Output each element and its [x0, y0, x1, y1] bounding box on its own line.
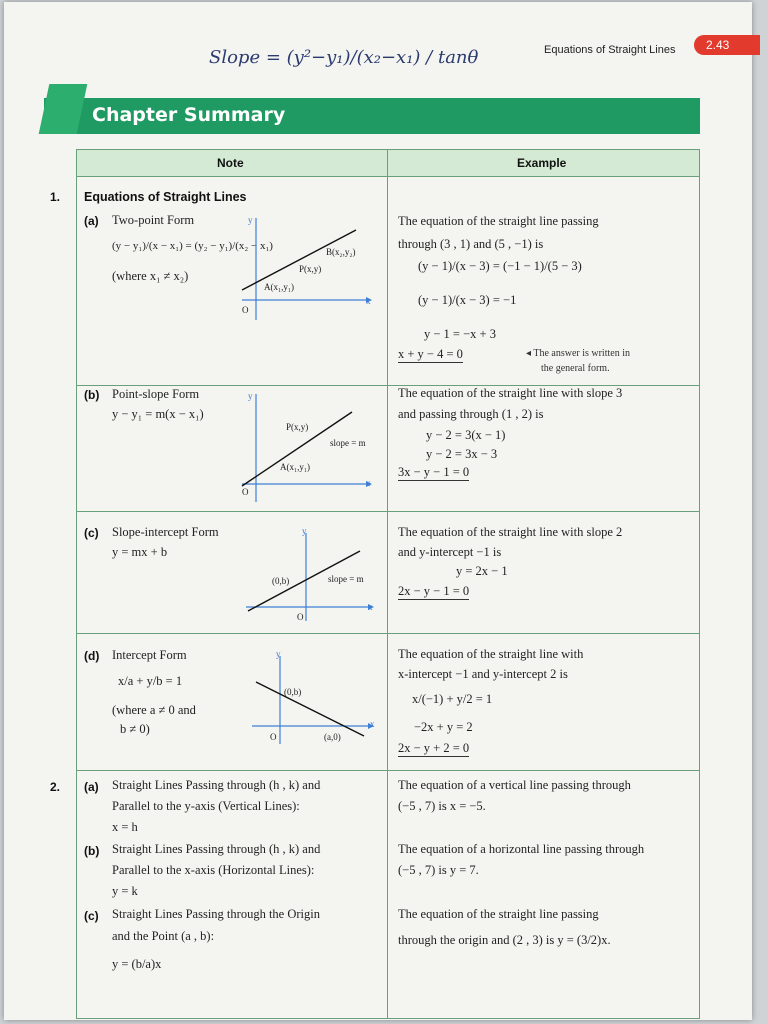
example-1c-line2: and y-intercept −1 is — [398, 545, 502, 559]
graph-1a-point-a: A(x₁,y₁) — [264, 282, 295, 292]
section-title-1: Equations of Straight Lines — [84, 190, 247, 204]
side-note-1a-line2: the general form. — [541, 363, 610, 374]
condition-1d-line1: (where a ≠ 0 and — [112, 703, 196, 717]
condition-1a: (where x₁ ≠ x₂) — [112, 269, 189, 283]
formula-1c: y = mx + b — [112, 545, 168, 559]
example-2c-line1: The equation of the straight line passing — [398, 907, 599, 921]
handwritten-note: Slope = (y²−y₁)/(x₂−x₁) / tanθ — [209, 47, 479, 68]
row-divider-c — [77, 633, 699, 634]
graph-1a-point-b: B(x₂,y₂) — [326, 247, 356, 257]
example-1c-answer: 2x − y − 1 = 0 — [398, 584, 470, 598]
formula-1d: x/a + y/b = 1 — [118, 674, 183, 688]
graph-1a-y-label: y — [248, 215, 253, 225]
graph-point-slope — [238, 390, 378, 506]
example-1c-step1: y = 2x − 1 — [456, 564, 508, 578]
text-2c-line1: Straight Lines Passing through the Origin — [112, 907, 320, 921]
graph-1a-point-p: P(x,y) — [299, 264, 322, 274]
row-divider-b — [77, 511, 699, 512]
graph-1b-point-a: A(x₁,y₁) — [280, 462, 311, 472]
graph-1b-x-label: x — [366, 478, 371, 488]
graph-1c-origin: O — [297, 612, 304, 622]
example-1c-line1: The equation of the straight line with slope 2 — [398, 525, 623, 539]
graph-1a-origin: O — [242, 305, 249, 315]
example-1b-line2: and passing through (1 , 2) is — [398, 407, 544, 421]
text-2c-line2: and the Point (a , b): — [112, 929, 215, 943]
example-1a-step1: (y − 1)/(x − 3) = (−1 − 1)/(5 − 3) — [418, 259, 582, 273]
example-1a-step2: (y − 1)/(x − 3) = −1 — [418, 293, 517, 307]
chapter-title: Chapter Summary — [92, 104, 286, 126]
graph-1b-point-p: P(x,y) — [286, 422, 309, 432]
condition-1d-line2: b ≠ 0) — [120, 722, 150, 736]
label-2c: (c) — [84, 909, 99, 923]
example-1d-line1: The equation of the straight line with — [398, 647, 584, 661]
graph-1d-y-label: y — [276, 649, 281, 659]
example-2a-line1: The equation of a vertical line passing through — [398, 778, 631, 792]
header-example: Example — [517, 156, 567, 170]
section-number-2: 2. — [50, 780, 61, 794]
section-number-1: 1. — [50, 190, 61, 204]
form-name-1b: Point-slope Form — [112, 387, 200, 401]
formula-1b: y − y₁ = m(x − x₁) — [112, 407, 204, 421]
example-1b-answer: 3x − y − 1 = 0 — [398, 465, 470, 479]
label-1b: (b) — [84, 388, 100, 402]
example-2b-line2: (−5 , 7) is y = 7. — [398, 863, 479, 877]
graph-1d-point-a: (a,0) — [324, 732, 341, 742]
graph-1c-y-label: y — [302, 526, 307, 536]
equation-2b: y = k — [112, 884, 138, 898]
graph-1b-slope: slope = m — [330, 438, 366, 448]
form-name-1d: Intercept Form — [112, 648, 187, 662]
example-1d-step1: x/(−1) + y/2 = 1 — [412, 692, 493, 706]
example-1a-step3: y − 1 = −x + 3 — [424, 327, 496, 341]
graph-intercept — [248, 652, 378, 748]
table-header — [77, 150, 699, 177]
textbook-page — [4, 2, 752, 1020]
example-1b-step2: y − 2 = 3x − 3 — [426, 447, 498, 461]
graph-1d-point-b: (0,b) — [284, 687, 302, 697]
text-2a-line2: Parallel to the y-axis (Vertical Lines): — [112, 799, 300, 813]
form-name-1c: Slope-intercept Form — [112, 525, 219, 539]
text-2b-line1: Straight Lines Passing through (h , k) and — [112, 842, 321, 856]
graph-1c-intercept: (0,b) — [272, 576, 290, 586]
example-1a-line1: The equation of the straight line passing — [398, 214, 599, 228]
text-2b-line2: Parallel to the x-axis (Horizontal Lines): — [112, 863, 315, 877]
example-1d-line2: x-intercept −1 and y-intercept 2 is — [398, 667, 568, 681]
example-1a-line2: through (3 , 1) and (5 , −1) is — [398, 237, 544, 251]
example-2c-line2: through the origin and (2 , 3) is y = (3/2)x. — [398, 933, 611, 947]
equation-2c: y = (b/a)x — [112, 957, 162, 971]
label-2b: (b) — [84, 844, 100, 858]
running-header: Equations of Straight Lines — [544, 44, 676, 56]
label-1d: (d) — [84, 649, 100, 663]
form-name-1a: Two-point Form — [112, 213, 195, 227]
graph-1b-y-label: y — [248, 391, 253, 401]
label-2a: (a) — [84, 780, 99, 794]
example-2a-line2: (−5 , 7) is x = −5. — [398, 799, 486, 813]
example-2b-line1: The equation of a horizontal line passing through — [398, 842, 645, 856]
example-1b-step1: y − 2 = 3(x − 1) — [426, 428, 506, 442]
column-divider — [387, 150, 388, 1018]
label-1a: (a) — [84, 214, 99, 228]
example-1d-answer: 2x − y + 2 = 0 — [398, 741, 470, 755]
graph-1b-origin: O — [242, 487, 249, 497]
graph-1c-slope: slope = m — [328, 574, 364, 584]
row-divider-d — [77, 770, 699, 771]
graph-1a-x-label: x — [366, 296, 371, 306]
page-number-badge: 2.43 — [694, 35, 760, 55]
equation-2a: x = h — [112, 820, 138, 834]
example-1b-line1: The equation of the straight line with slope 3 — [398, 386, 623, 400]
graph-1d-origin: O — [270, 732, 277, 742]
formula-1a: (y − y₁)/(x − x₁) = (y₂ − y₁)/(x₂ − x₁) — [112, 240, 273, 252]
header-note: Note — [217, 156, 244, 170]
example-1d-step2: −2x + y = 2 — [414, 720, 473, 734]
label-1c: (c) — [84, 526, 99, 540]
side-note-1a-line1: ◂ The answer is written in — [526, 348, 630, 359]
graph-1d-x-label: x — [370, 719, 375, 729]
graph-1c-x-label: x — [368, 602, 373, 612]
example-1a-answer: x + y − 4 = 0 — [398, 347, 463, 361]
text-2a-line1: Straight Lines Passing through (h , k) and — [112, 778, 321, 792]
